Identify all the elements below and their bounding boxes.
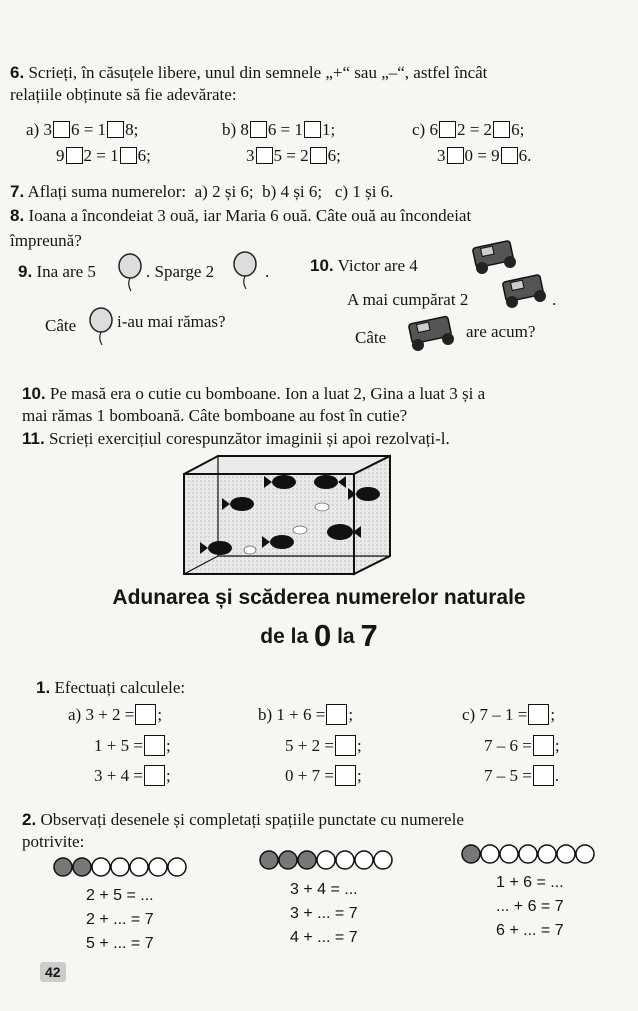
circle-row-2 xyxy=(258,848,408,872)
filled-circle xyxy=(279,851,297,869)
filled-circle xyxy=(260,851,278,869)
ex6-c-row2: 3 0 = 9 6. xyxy=(437,146,532,165)
answer-box[interactable] xyxy=(107,121,124,138)
ex6-a-row1: a) 3 6 = 1 8; xyxy=(26,120,139,139)
answer-box[interactable] xyxy=(144,765,165,786)
ex8: 8. Ioana a încondeiat 3 ouă, iar Maria 6 ouă. Câte ouă au încondeiat xyxy=(10,206,472,225)
circle-row-1 xyxy=(52,855,202,879)
answer-box[interactable] xyxy=(256,147,273,164)
filled-circle xyxy=(462,845,480,863)
obs-instruction: 2. Observați desenele și completați spațiile punctate cu numerele xyxy=(22,810,464,829)
calc-b-2: 5 + 2 = ; xyxy=(285,736,362,755)
obs-instruction-cont: potrivite: xyxy=(22,832,85,851)
answer-box[interactable] xyxy=(447,147,464,164)
obs-g2-line2: 3 + ... = 7 xyxy=(290,905,358,922)
obs-g3-line2: ... + 6 = 7 xyxy=(496,898,564,915)
obs-g2-line3: 4 + ... = 7 xyxy=(290,929,358,946)
answer-box[interactable] xyxy=(439,121,456,138)
empty-circle xyxy=(317,851,335,869)
answer-box[interactable] xyxy=(144,735,165,756)
ex7: 7. Aflați suma numerelor: a) 2 și 6; b) 4 și 6; c) 1 și 6. xyxy=(10,182,394,201)
empty-circle xyxy=(538,845,556,863)
calc-c-2: 7 – 6 = ; xyxy=(484,736,560,755)
jeep-icon xyxy=(402,312,460,358)
obs-g1-line2: 2 + ... = 7 xyxy=(86,911,154,928)
calc-instruction: 1. Efectuați calculele: xyxy=(36,678,186,697)
balloon-icon xyxy=(117,252,145,292)
ex10a-line1: 10. Victor are 4 xyxy=(310,256,418,275)
answer-box[interactable] xyxy=(528,704,549,725)
calc-c-1: c) 7 – 1 = ; xyxy=(462,705,556,724)
ex11: 11. Scrieți exercițiul corespunzător imaginii și apoi rezolvați-l. xyxy=(22,429,450,448)
obs-g3-line1: 1 + 6 = ... xyxy=(496,874,564,891)
answer-box[interactable] xyxy=(250,121,267,138)
circle-row-3 xyxy=(460,842,610,866)
filled-circle xyxy=(298,851,316,869)
filled-circle xyxy=(73,858,91,876)
section-subtitle: de la 0 la 7 xyxy=(260,618,378,653)
ex6-b-row1: b) 8 6 = 1 1; xyxy=(222,120,336,139)
calc-a-3: 3 + 4 = ; xyxy=(94,766,171,785)
answer-box[interactable] xyxy=(533,735,554,756)
page-number: 42 xyxy=(40,962,66,982)
answer-box[interactable] xyxy=(66,147,83,164)
balloon-icon xyxy=(88,306,116,346)
ex9-sparge: . Sparge 2 xyxy=(146,262,215,281)
empty-circle xyxy=(168,858,186,876)
ex8-cont: împreună? xyxy=(10,231,82,250)
ex9-cate: Câte xyxy=(45,316,77,335)
ex9-line1: 9. Ina are 5 xyxy=(18,262,96,281)
answer-box[interactable] xyxy=(310,147,327,164)
ex6-c-row1: c) 6 2 = 2 6; xyxy=(412,120,525,139)
ex10b-line1: 10. Pe masă era o cutie cu bomboane. Ion a luat 2, Gina a luat 3 și a xyxy=(22,384,486,403)
jeep-icon xyxy=(496,270,552,314)
ex9-question: i-au mai rămas? xyxy=(117,312,226,331)
section-title: Adunarea și scăderea numerelor naturale xyxy=(112,586,526,609)
empty-circle xyxy=(355,851,373,869)
answer-box[interactable] xyxy=(335,735,356,756)
ex10a-cate: Câte xyxy=(355,328,387,347)
obs-g1-line3: 5 + ... = 7 xyxy=(86,935,154,952)
balloon-icon xyxy=(232,250,260,290)
empty-circle xyxy=(130,858,148,876)
empty-circle xyxy=(92,858,110,876)
answer-box[interactable] xyxy=(135,704,156,725)
ex6-a-row2: 9 2 = 1 6; xyxy=(56,146,151,165)
obs-g3-line3: 6 + ... = 7 xyxy=(496,922,564,939)
empty-circle xyxy=(500,845,518,863)
empty-circle xyxy=(481,845,499,863)
empty-circle xyxy=(576,845,594,863)
answer-box[interactable] xyxy=(533,765,554,786)
ex10a-line2: A mai cumpărat 2 xyxy=(347,290,469,309)
obs-g1-line1: 2 + 5 = ... xyxy=(86,887,154,904)
answer-box[interactable] xyxy=(304,121,321,138)
empty-circle xyxy=(336,851,354,869)
ex10b-line2: mai rămas 1 bomboană. Câte bomboane au fost în cutie? xyxy=(22,406,408,425)
ex10a-question: are acum? xyxy=(466,322,536,341)
calc-b-1: b) 1 + 6 = ; xyxy=(258,705,354,724)
answer-box[interactable] xyxy=(501,147,518,164)
answer-box[interactable] xyxy=(493,121,510,138)
empty-circle xyxy=(149,858,167,876)
aquarium-illustration xyxy=(180,452,394,578)
ex6-b-row2: 3 5 = 2 6; xyxy=(246,146,341,165)
empty-circle xyxy=(519,845,537,863)
answer-box[interactable] xyxy=(326,704,347,725)
obs-g2-line1: 3 + 4 = ... xyxy=(290,881,358,898)
calc-c-3: 7 – 5 = . xyxy=(484,766,560,785)
calc-b-3: 0 + 7 = ; xyxy=(285,766,362,785)
answer-box[interactable] xyxy=(335,765,356,786)
ex6-instruction-cont: relațiile obținute să fie adevărate: xyxy=(10,85,237,104)
empty-circle xyxy=(374,851,392,869)
empty-circle xyxy=(557,845,575,863)
answer-box[interactable] xyxy=(120,147,137,164)
ex6-instruction: 6. Scrieți, în căsuțele libere, unul din semnele „+“ sau „–“, astfel încât xyxy=(10,63,488,82)
answer-box[interactable] xyxy=(53,121,70,138)
calc-a-1: a) 3 + 2 = ; xyxy=(68,705,163,724)
empty-circle xyxy=(111,858,129,876)
calc-a-2: 1 + 5 = ; xyxy=(94,736,171,755)
filled-circle xyxy=(54,858,72,876)
